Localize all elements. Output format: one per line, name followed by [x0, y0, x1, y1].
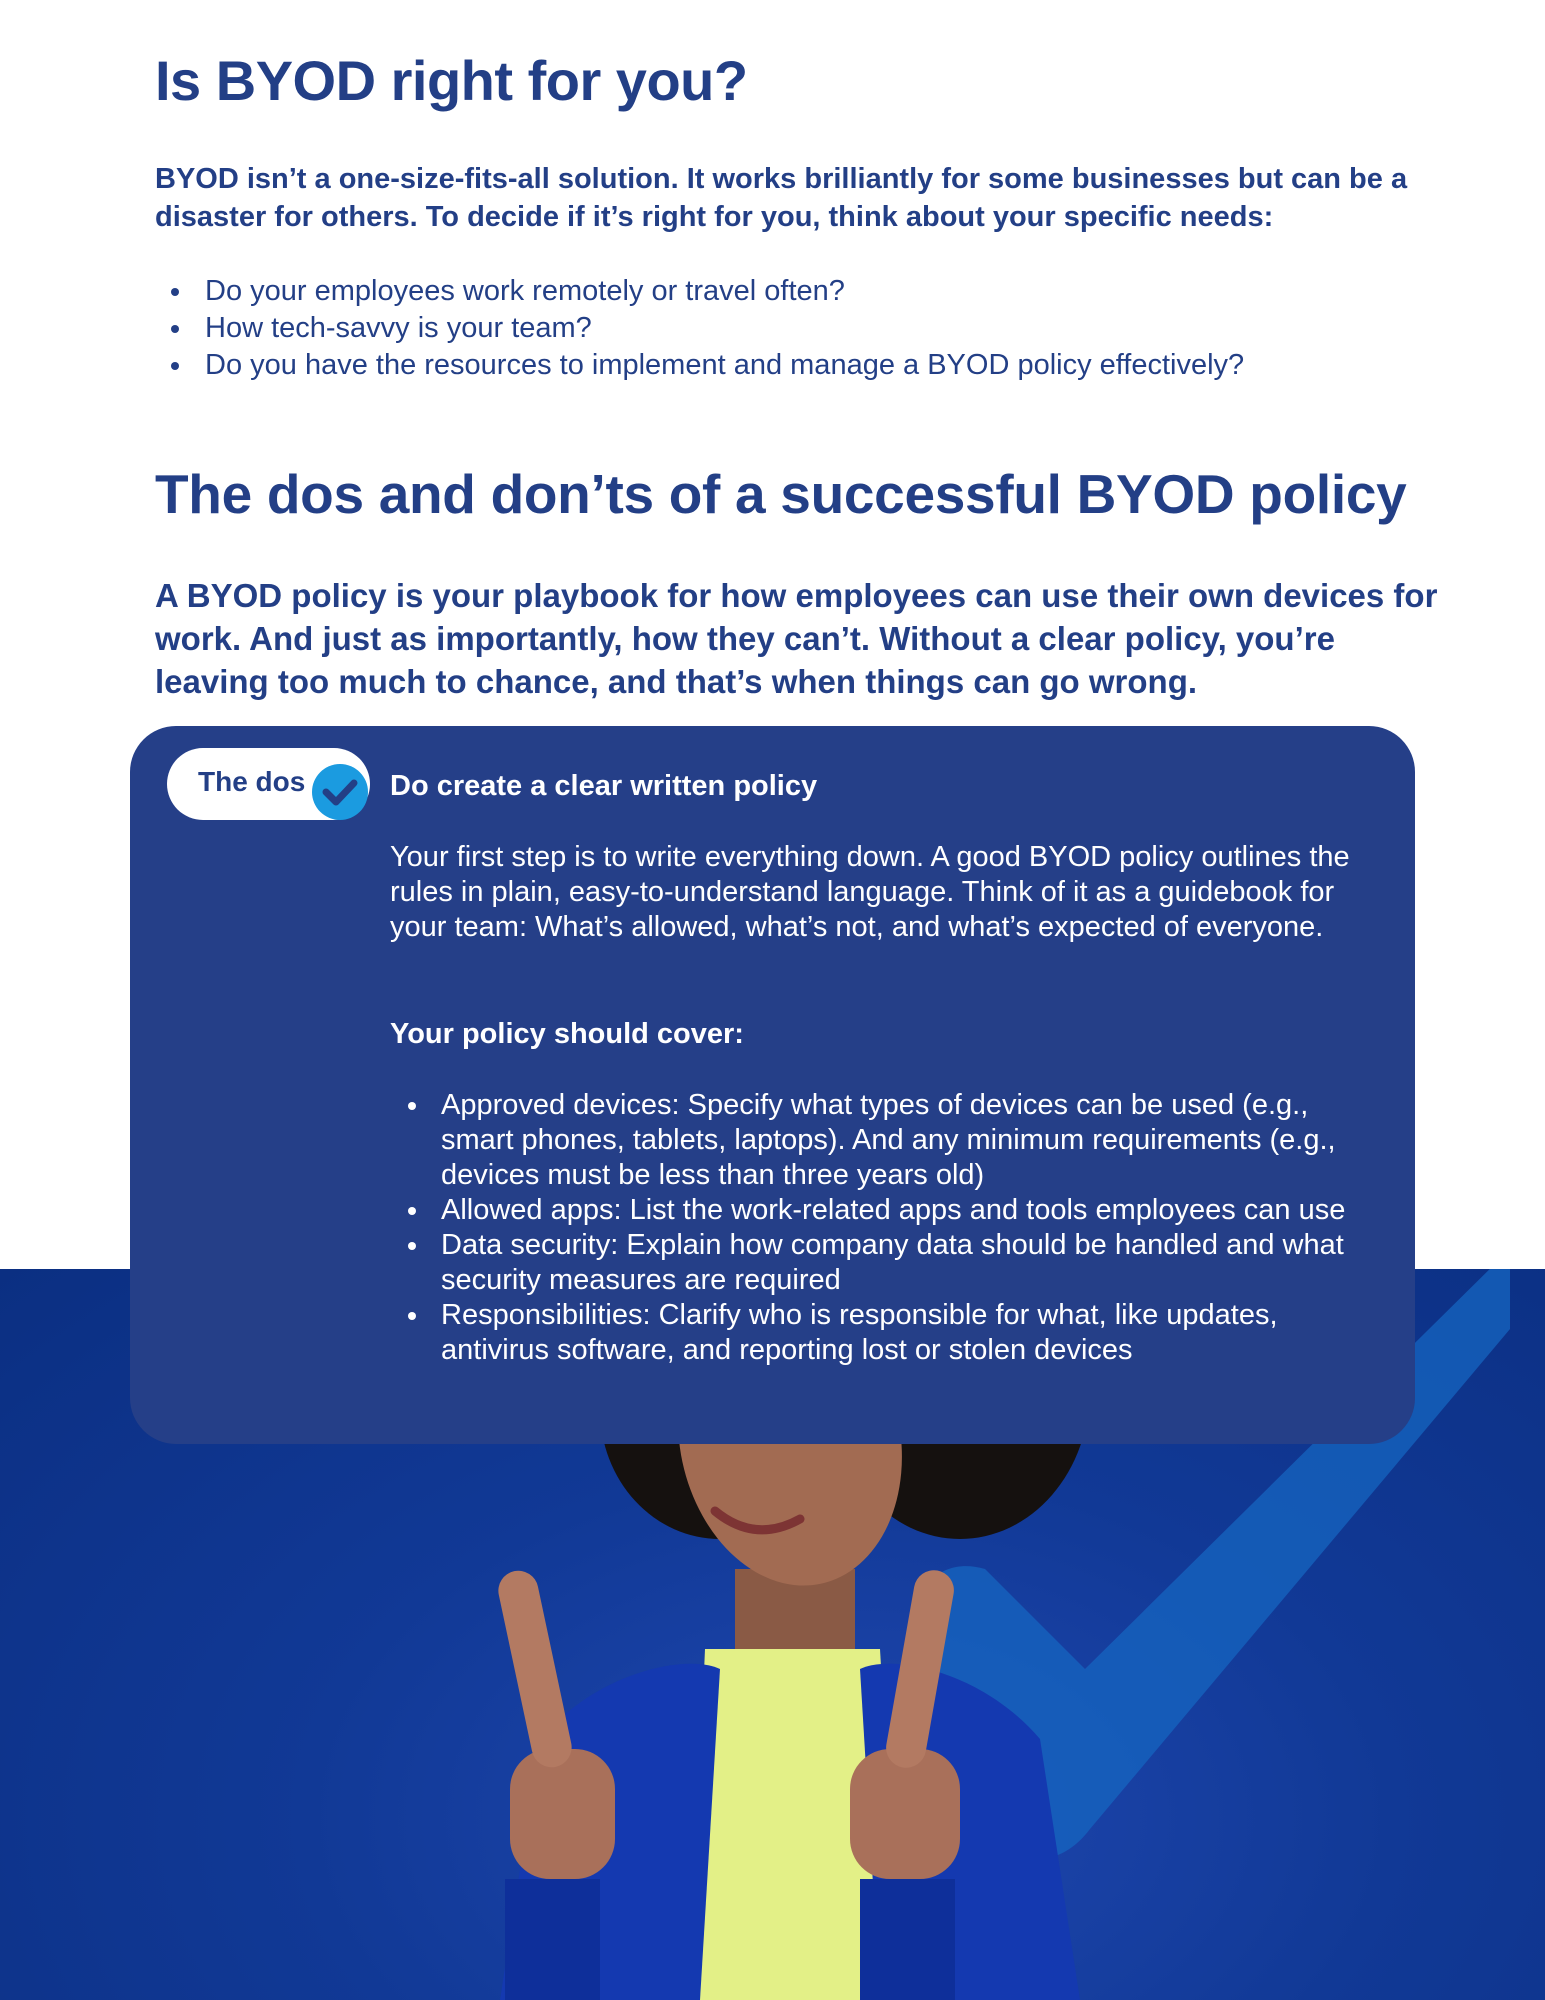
list-item: Do you have the resources to implement and manage a BYOD policy effectively?: [155, 347, 1244, 384]
section-lead: A BYOD policy is your playbook for how employees can use their own devices for work. And just as importantly, how they can’t. Without a clear policy, you’re leaving too much to chance, and that’s when things can go wrong.: [155, 577, 1438, 700]
left-thumb-hand: [495, 1567, 615, 2000]
needs-list: [155, 273, 1244, 384]
checkmark-icon: [312, 764, 368, 820]
list-item: Allowed apps: List the work-related apps and tools employees can use: [390, 1193, 1350, 1228]
list-item: Do your employees work remotely or travel often?: [155, 273, 1244, 310]
list-item: Approved devices: Specify what types of devices can be used (e.g., smart phones, tablets, laptops). And any minimum requirements (e.g., devices must be less than three years old): [390, 1088, 1350, 1193]
card-title: Do create a clear written policy: [390, 770, 818, 802]
dos-tag: [167, 748, 370, 820]
list-item: Data security: Explain how company data should be handled and what security measures are required: [390, 1228, 1350, 1298]
section-title-byod-right: Is BYOD right for you?: [155, 49, 748, 112]
section-title-dos-donts: The dos and don’ts of a successful BYOD policy: [155, 463, 1407, 525]
section-intro: BYOD isn’t a one-size-fits-all solution. It works brilliantly for some businesses but can be a disaster for others. To decide if it’s right for you, think about your specific needs:: [155, 163, 1408, 233]
card-body: Your first step is to write everything down. A good BYOD policy outlines the rules in plain, easy-to-understand language. Think of it as a guidebook for your team: What’s allowed, what’s not, and what’s expected of everyone.: [390, 841, 1350, 943]
list-item: How tech-savvy is your team?: [155, 310, 1244, 347]
policy-cover-list: [390, 1088, 1350, 1368]
list-item: Responsibilities: Clarify who is responsible for what, like updates, antivirus software, and reporting lost or stolen devices: [390, 1298, 1350, 1368]
card-subheading: Your policy should cover:: [390, 1018, 744, 1050]
dos-card: [130, 726, 1415, 1444]
dos-tag-label: The dos: [198, 766, 306, 797]
right-thumb-hand: [850, 1567, 960, 2000]
